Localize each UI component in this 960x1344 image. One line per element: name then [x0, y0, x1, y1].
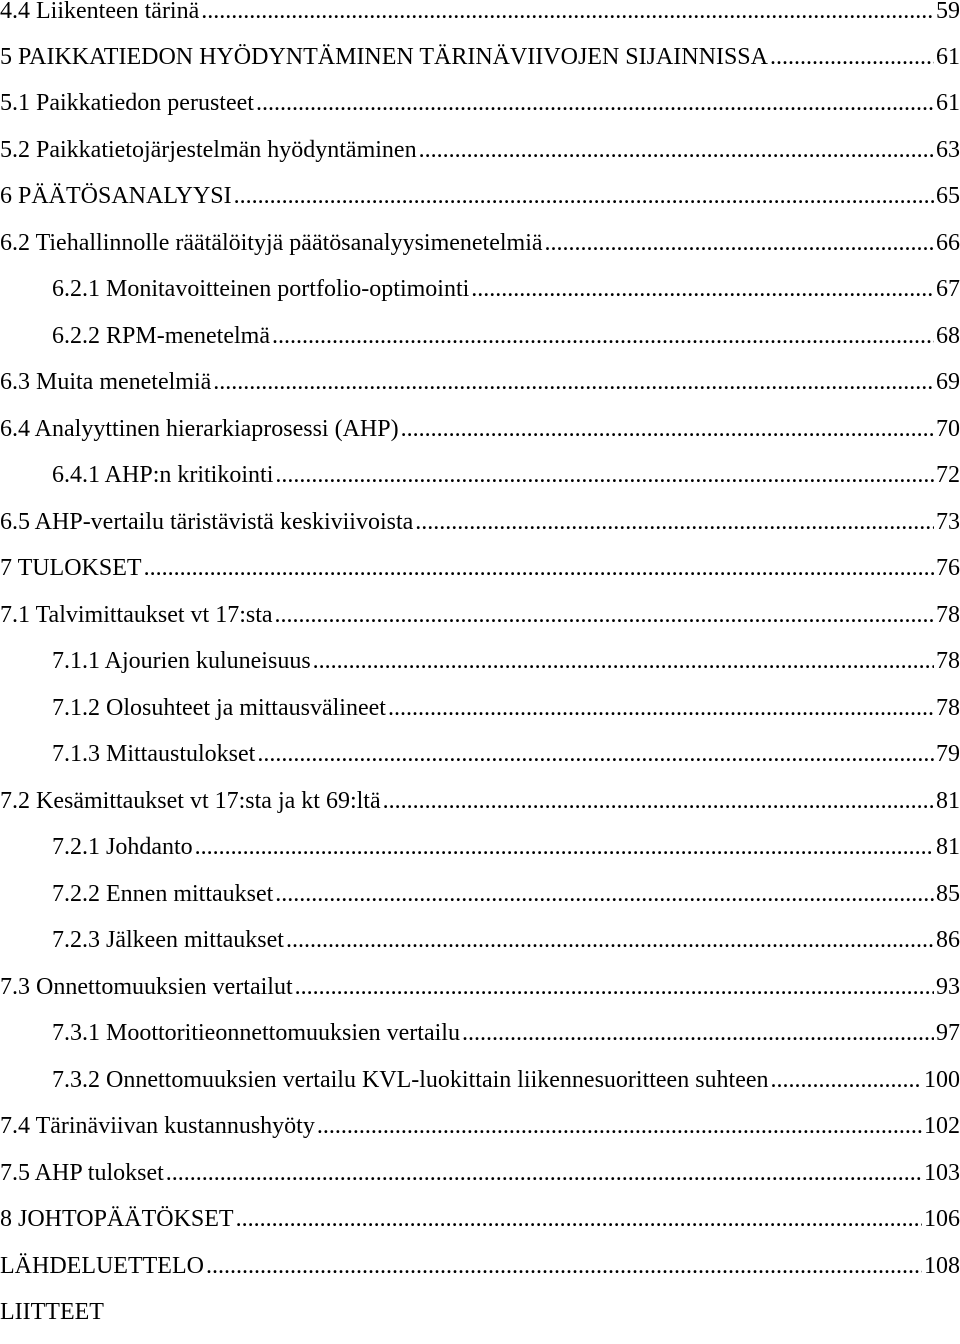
- toc-entry-page: 61: [936, 90, 960, 116]
- toc-entry[interactable]: [0, 740, 960, 786]
- toc-leader-dots: [419, 136, 934, 164]
- toc-leader-dots: [166, 1159, 922, 1187]
- toc-entry[interactable]: [0, 554, 960, 600]
- toc-entry-page: 63: [936, 137, 960, 163]
- toc-entry-page: 70: [936, 416, 960, 442]
- toc-entry-title: 5 PAIKKATIEDON HYÖDYNTÄMINEN TÄRINÄVIIVOJEN SIJAINNISSA: [0, 44, 768, 70]
- toc-leader-dots: [471, 275, 934, 303]
- toc-entry-title: LÄHDELUETTELO: [0, 1253, 204, 1279]
- toc-entry-page: 81: [936, 834, 960, 860]
- toc-entry[interactable]: [0, 1112, 960, 1158]
- toc-leader-dots: [383, 787, 934, 815]
- toc-leader-dots: [213, 368, 934, 396]
- toc-entry-page: 100: [924, 1067, 960, 1093]
- toc-entry-page: 108: [924, 1253, 960, 1279]
- toc-entry-page: 81: [936, 788, 960, 814]
- toc-entry[interactable]: [0, 229, 960, 275]
- toc-entry-page: 67: [936, 276, 960, 302]
- toc-leader-dots: [206, 1252, 922, 1280]
- toc-leader-dots: [295, 973, 934, 1001]
- toc-entry[interactable]: [0, 508, 960, 554]
- toc-entry-title: 7.4 Tärinäviivan kustannushyöty: [0, 1113, 315, 1139]
- toc-entry-title: 6.4 Analyyttinen hierarkiaprosessi (AHP): [0, 416, 399, 442]
- toc-entry-title: 7.1 Talvimittaukset vt 17:sta: [0, 602, 273, 628]
- toc-entry[interactable]: [0, 1205, 960, 1251]
- toc-entry-title: 7.5 AHP tulokset: [0, 1160, 164, 1186]
- toc-entry-page: 86: [936, 927, 960, 953]
- toc-leader-dots: [257, 740, 934, 768]
- toc-entry-title: 6.2.2 RPM-menetelmä: [52, 323, 270, 349]
- toc-entry-title: 7.1.3 Mittaustulokset: [52, 741, 256, 767]
- toc-leader-dots: [545, 229, 934, 257]
- toc-entry-title: 6.2 Tiehallinnolle räätälöityjä päätösanalyysimenetelmiä: [0, 230, 543, 256]
- toc-leader-dots: [770, 43, 934, 71]
- toc-entry-page: 76: [936, 555, 960, 581]
- toc-entry-page: 93: [936, 974, 960, 1000]
- toc-leader-dots: [388, 694, 934, 722]
- toc-entry[interactable]: [0, 1252, 960, 1298]
- toc-entry[interactable]: [0, 1019, 960, 1065]
- toc-entry[interactable]: [0, 833, 960, 879]
- toc-entry-title: 7 TULOKSET: [0, 555, 142, 581]
- toc-entry[interactable]: [0, 43, 960, 89]
- toc-entry-title: 4.4 Liikenteen tärinä: [0, 0, 200, 24]
- toc-leader-dots: [286, 926, 934, 954]
- toc-entry-page: 97: [936, 1020, 960, 1046]
- toc-entry-title: 7.3 Onnettomuuksien vertailut: [0, 974, 293, 1000]
- toc-leader-dots: [415, 508, 934, 536]
- toc-entry[interactable]: [0, 973, 960, 1019]
- toc-leader-dots: [401, 415, 934, 443]
- toc-leader-dots: [195, 833, 934, 861]
- toc-entry-page: 106: [924, 1206, 960, 1232]
- toc-entry[interactable]: [0, 275, 960, 321]
- toc-entry[interactable]: [0, 787, 960, 833]
- toc-entry[interactable]: [0, 601, 960, 647]
- toc-entry-title: 7.1.2 Olosuhteet ja mittausvälineet: [52, 695, 386, 721]
- toc-entry-page: 72: [936, 462, 960, 488]
- toc-entry-page: 103: [924, 1160, 960, 1186]
- toc-entry-page: 59: [936, 0, 960, 24]
- toc-leader-dots: [236, 1205, 922, 1233]
- toc-entry-page: 78: [936, 648, 960, 674]
- toc-entry[interactable]: [0, 1298, 960, 1344]
- toc-leader-dots: [201, 0, 934, 25]
- toc-leader-dots: [234, 182, 934, 210]
- toc-entry-title: 7.1.1 Ajourien kuluneisuus: [52, 648, 311, 674]
- toc-entry[interactable]: [0, 694, 960, 740]
- toc-leader-dots: [275, 880, 934, 908]
- toc-entry-title: 5.1 Paikkatiedon perusteet: [0, 90, 254, 116]
- toc-entry-title: 7.2.2 Ennen mittaukset: [52, 881, 274, 907]
- toc-entry-page: 68: [936, 323, 960, 349]
- toc-entry-page: 66: [936, 230, 960, 256]
- toc-entry-title: 6.4.1 AHP:n kritikointi: [52, 462, 274, 488]
- toc-entry-page: 102: [924, 1113, 960, 1139]
- toc-leader-dots: [462, 1019, 934, 1047]
- toc-entry-title: 7.2.3 Jälkeen mittaukset: [52, 927, 284, 953]
- toc-entry[interactable]: [0, 880, 960, 926]
- toc-entry-page: 61: [936, 44, 960, 70]
- toc-entry-title: 6.3 Muita menetelmiä: [0, 369, 212, 395]
- toc-entry[interactable]: [0, 1159, 960, 1205]
- toc-entry[interactable]: [0, 368, 960, 414]
- toc-entry[interactable]: [0, 926, 960, 972]
- toc-entry-title: 6.5 AHP-vertailu täristävistä keskiviivoista: [0, 509, 414, 535]
- toc-entry-title: 7.3.2 Onnettomuuksien vertailu KVL-luokittain liikennesuoritteen suhteen: [52, 1067, 769, 1093]
- toc-entry[interactable]: [0, 1066, 960, 1112]
- toc-entry-title: 7.3.1 Moottoritieonnettomuuksien vertailu: [52, 1020, 460, 1046]
- toc-entry[interactable]: [0, 0, 960, 43]
- toc-leader-dots: [313, 647, 934, 675]
- toc-entry[interactable]: [0, 136, 960, 182]
- toc-leader-dots: [272, 322, 934, 350]
- toc-leader-dots: [317, 1112, 922, 1140]
- toc-entry-page: 78: [936, 695, 960, 721]
- toc-leader-dots: [256, 89, 934, 117]
- toc-entry-title: 7.2 Kesämittaukset vt 17:sta ja kt 69:ltä: [0, 788, 381, 814]
- toc-entry[interactable]: [0, 89, 960, 135]
- toc-entry[interactable]: [0, 461, 960, 507]
- toc-entry[interactable]: [0, 322, 960, 368]
- toc-entry-page: 78: [936, 602, 960, 628]
- toc-entry-title: LIITTEET: [0, 1299, 104, 1325]
- toc-leader-dots: [144, 554, 934, 582]
- toc-leader-dots: [275, 601, 934, 629]
- toc-entry[interactable]: [0, 415, 960, 461]
- toc-entry-page: 73: [936, 509, 960, 535]
- toc-entry[interactable]: [0, 647, 960, 693]
- toc-entry-title: 7.2.1 Johdanto: [52, 834, 193, 860]
- toc-entry-page: 65: [936, 183, 960, 209]
- toc-entry-title: 8 JOHTOPÄÄTÖKSET: [0, 1206, 234, 1232]
- toc-entry[interactable]: [0, 182, 960, 228]
- toc-leader-dots: [771, 1066, 922, 1094]
- toc-entry-title: 5.2 Paikkatietojärjestelmän hyödyntäminen: [0, 137, 417, 163]
- toc-leader-dots: [275, 461, 934, 489]
- toc-entry-title: 6.2.1 Monitavoitteinen portfolio-optimointi: [52, 276, 470, 302]
- toc-entry-page: 69: [936, 369, 960, 395]
- toc-entry-title: 6 PÄÄTÖSANALYYSI: [0, 183, 232, 209]
- toc-entry-page: 85: [936, 881, 960, 907]
- toc-entry-page: 79: [936, 741, 960, 767]
